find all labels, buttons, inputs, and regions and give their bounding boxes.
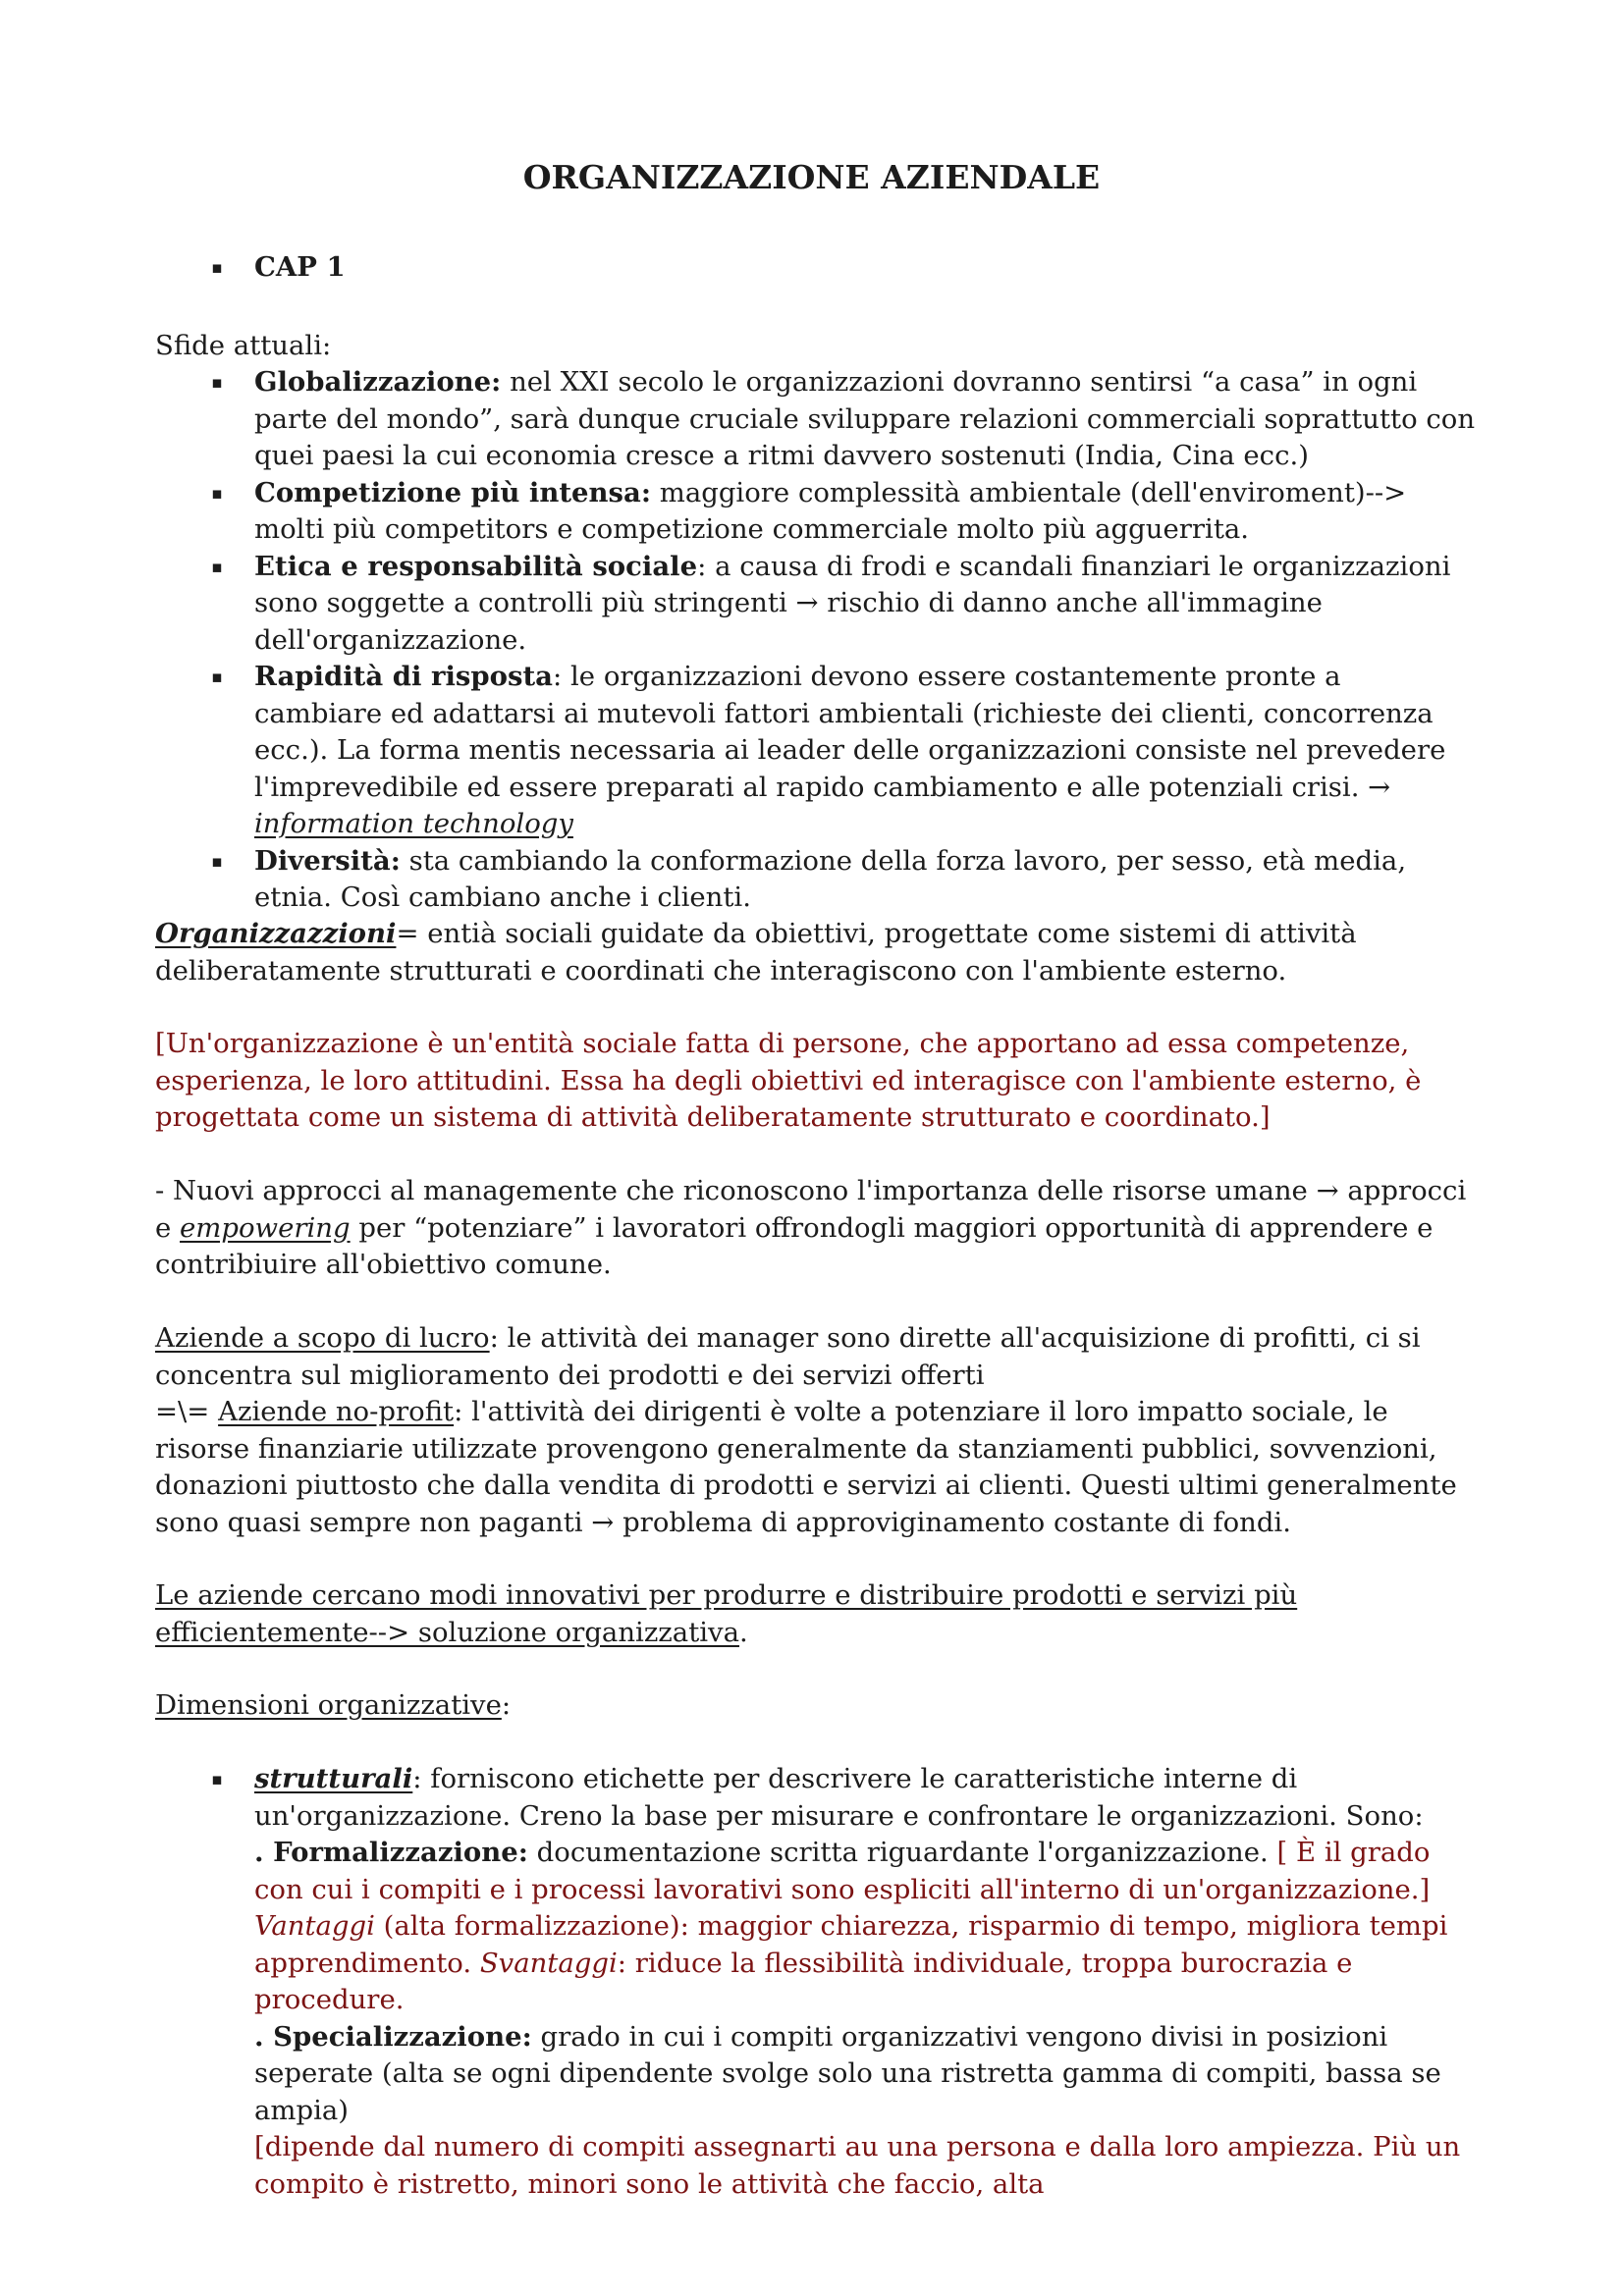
dimensions-title: Dimensioni organizzative [155,1689,502,1721]
dimensions-colon: : [501,1689,512,1721]
bullet-icon [207,364,227,402]
nonprofit-text: : l'attività dei dirigenti è volte a potenziare il loro impatto sociale, le risorse finanziarie utilizzate provengono generalmente da stanziamenti pubblici, sovvenzioni, donazioni piuttosto che dalla vendita di prodotti e servizi ai clienti. Questi ultimi generalmente sono quasi sempre non paganti → problema di approviginamento costante di fondi. [155,1396,1457,1538]
list-item [155,843,1476,917]
challenge-text: maggiore complessità ambientale (dell'enviroment)--> molti più competitors e competizione commerciale molto più agguerrita. [254,476,1407,545]
challenge-term: Globalizzazione: [254,366,502,398]
profit-paragraph [155,1320,1476,1541]
page-title: ORGANIZZAZIONE AZIENDALE [522,158,1101,196]
empowering-post: per “potenziare” i lavoratori offrondogli maggiori opportunità di apprendere e contribiuire all'obiettivo comune. [155,1211,1434,1280]
chapter-heading [155,249,1476,287]
advantages-text: (alta formalizzazione): maggior chiarezza, risparmio di tempo, migliora tempi apprendimento. [254,1910,1448,1979]
bullet-icon [207,249,227,288]
challenge-term: Etica e responsabilità sociale [254,550,698,582]
challenges-intro: Sfide attuali: [155,330,332,361]
dimensions-heading [155,1687,1476,1725]
formalization-text: documentazione scritta riguardante l'organizzazione. [527,1837,1277,1868]
list-item [155,549,1476,660]
specialization-note: [dipende dal numero di compiti assegnarti au una persona e dalla loro ampiezza. Più un compito è ristretto, minori sono le attività che faccio, alta [254,2131,1461,2200]
challenge-term: Rapidità di risposta [254,661,553,692]
formalization-label: . Formalizzazione: [254,1837,528,1868]
bullet-icon [207,843,227,881]
specialization-label: . Specializzazione: [254,2020,532,2053]
empowering-paragraph [155,1173,1476,1284]
formalization-note: [ È il grado con cui i compiti e i processi lavorativi sono espliciti all'interno di un'organizzazione.] [254,1837,1431,1905]
chapter-label: CAP 1 [254,251,346,283]
disadvantages-text: : riduce la flessibilità individuale, troppa burocrazia e procedure. [254,1947,1353,2015]
dimensions-list [155,1761,1476,2203]
list-item [155,659,1476,843]
structural-text: : forniscono etichette per descrivere le caratteristiche interne di un'organizzazione. Creno la base per misurare e confrontare le organizzazioni. Sono: [254,1763,1424,1832]
list-item [155,364,1476,475]
list-item [155,1761,1476,2203]
innovation-text: Le aziende cercano modi innovativi per produrre e distribuire prodotti e servizi più efficientemente--> soluzione organizzativa [155,1579,1298,1648]
innovation-paragraph [155,1577,1476,1651]
challenge-term: Diversità: [254,844,401,877]
advantages-label: Vantaggi [254,1910,375,1942]
structural-term: strutturali [254,1763,413,1794]
challenge-text: : a causa di frodi e scandali finanziari le organizzazioni sono soggette a controlli più stringenti → rischio di danno anche all'immagine dell'organizzazione. [254,550,1451,656]
bullet-icon [207,475,227,513]
definition-text: = entià sociali guidate da obiettivi, progettate come sistemi di attività deliberatamente strutturati e coordinati che interagiscono con l'ambiente esterno. [155,918,1357,987]
organization-definition [155,916,1476,989]
specialization-text: grado in cui i compiti organizzativi vengono divisi in posizioni seperate (alta se ogni dipendente svolge solo una ristretta gamma di compiti, bassa se ampia) [254,2020,1441,2126]
challenge-term: Competizione più intensa: [254,476,652,508]
challenge-text: : le organizzazioni devono essere costantemente pronte a cambiare ed adattarsi ai mutevoli fattori ambientali (richieste dei clienti, concorrenza ecc.). La forma mentis necessaria ai leader delle organizzazioni consiste nel prevedere l'imprevedibile ed essere preparati al rapido cambiamento e alle potenziali crisi. → [254,661,1446,803]
nonprofit-term: Aziende no-profit [218,1396,455,1427]
innovation-end: . [738,1616,748,1648]
empowering-pre: - Nuovi approcci al managemente che riconoscono l'importanza delle risorse umane → approcci e [155,1175,1467,1244]
organization-note: [Un'organizzazione è un'entità sociale fatta di persone, che apportano ad essa competenze, esperienza, le loro attitudini. Essa ha degli obiettivi ed interagisce con l'ambiente esterno, è progettata come un sistema di attività deliberatamente strutturato e coordinato.] [155,1028,1422,1133]
disadvantages-label: Svantaggi [479,1947,618,1979]
empowering-term: empowering [180,1211,351,1244]
challenge-link: information technology [254,808,573,839]
list-item [155,475,1476,549]
challenge-text: sta cambiando la conformazione della forza lavoro, per sesso, età media, etnia. Così cambiano anche i clienti. [254,844,1407,913]
nonprofit-prefix: =\= [155,1396,219,1427]
challenges-list [155,364,1476,917]
definition-term: Organizzazzioni [155,918,397,949]
bullet-icon [207,549,227,587]
profit-text: : le attività dei manager sono dirette all'acquisizione di profitti, ci si concentra sul miglioramento dei prodotti e dei servizi offerti [155,1322,1421,1391]
challenge-text: nel XXI secolo le organizzazioni dovranno sentirsi “a casa” in ogni parte del mondo”, sarà dunque cruciale sviluppare relazioni commerciali soprattutto con quei paesi la cui economia cresce a ritmi davvero sostenuti (India, Cina ecc.) [254,366,1476,471]
bullet-icon [207,659,227,697]
profit-term: Aziende a scopo di lucro [155,1322,490,1354]
bullet-icon [207,1761,227,1799]
